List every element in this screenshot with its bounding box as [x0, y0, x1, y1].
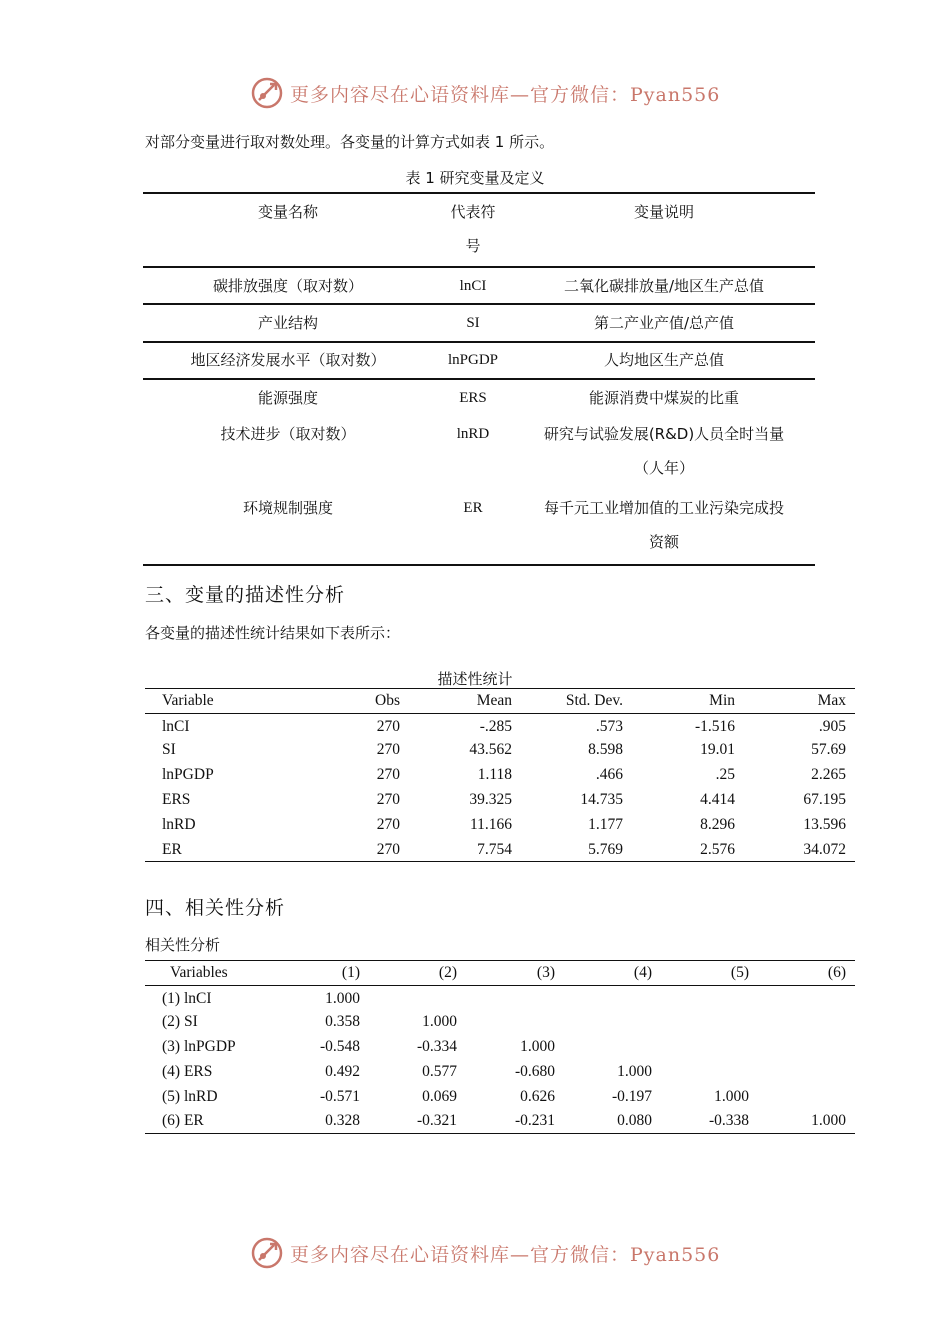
desc-cell: .905 — [818, 718, 846, 735]
corr-col-header: (2) — [438, 964, 457, 981]
desc-cell: 19.01 — [700, 741, 735, 758]
watermark-top — [250, 73, 750, 113]
corr-row-variable: (6) ER — [162, 1112, 204, 1129]
corr-cell: -0.680 — [514, 1063, 555, 1080]
desc-cell: 8.598 — [588, 741, 623, 758]
corr-cell: -0.197 — [611, 1088, 652, 1105]
watermark-text: 更多内容尽在心语资料库—官方微信：Pyan556 — [290, 83, 721, 106]
table1-row-desc-cont: （人年） — [633, 459, 694, 477]
corr-col-header: (6) — [827, 964, 846, 981]
table1-row-name: 技术进步（取对数） — [220, 425, 356, 443]
desc-cell: .466 — [595, 766, 623, 783]
table1-row-symbol: ERS — [459, 390, 487, 406]
desc-cell: 270 — [376, 791, 400, 808]
desc-cell: 34.072 — [803, 841, 846, 858]
table1-row-name: 产业结构 — [257, 314, 318, 332]
section3-paragraph: 各变量的描述性统计结果如下表所示： — [145, 624, 401, 642]
corr-row-variable: (4) ERS — [162, 1063, 213, 1080]
corr-cell: -0.334 — [416, 1038, 457, 1055]
corr-bottom-rule — [145, 1133, 855, 1134]
desc-cell: 67.195 — [803, 791, 846, 808]
corr-col-header: Variables — [170, 964, 228, 981]
desc-cell: 57.69 — [811, 741, 846, 758]
corr-row-variable: (1) lnCI — [162, 990, 212, 1007]
corr-col-header: (5) — [730, 964, 749, 981]
table1-row-desc: 第二产业产值/总产值 — [593, 314, 735, 332]
corr-cell: 0.358 — [325, 1013, 360, 1030]
table1-row-desc: 研究与试验发展(R&D)人员全时当量 — [543, 425, 785, 443]
table1-row-rule — [143, 378, 815, 380]
watermark-text: 更多内容尽在心语资料库—官方微信：Pyan556 — [290, 1243, 721, 1266]
desc-cell: .573 — [595, 718, 623, 735]
desc-cell: 2.265 — [811, 766, 846, 783]
table1-header-name: 变量名称 — [257, 203, 318, 221]
corr-col-header: (1) — [341, 964, 360, 981]
watermark-bottom — [250, 1233, 750, 1273]
corr-cell: -0.321 — [416, 1112, 457, 1129]
desc-row-variable: SI — [162, 741, 176, 758]
table1-row-symbol: SI — [466, 315, 480, 331]
desc-col-header: Variable — [162, 692, 214, 709]
desc-cell: 1.177 — [588, 816, 623, 833]
table1-header-desc: 变量说明 — [633, 203, 694, 221]
desc-stats-bottom-rule — [145, 861, 855, 862]
corr-col-header: (4) — [633, 964, 652, 981]
desc-col-header: Mean — [476, 692, 512, 709]
corr-cell: 0.328 — [325, 1112, 360, 1129]
desc-cell: 4.414 — [700, 791, 735, 808]
table1-row-symbol: lnPGDP — [447, 352, 499, 368]
desc-row-variable: lnPGDP — [162, 766, 214, 783]
corr-header-rule — [145, 985, 855, 986]
corr-cell: 1.000 — [811, 1112, 846, 1129]
corr-subtitle: 相关性分析 — [145, 936, 221, 954]
table1-row-name: 环境规制强度 — [242, 499, 333, 517]
corr-cell: 1.000 — [520, 1038, 555, 1055]
desc-cell: 1.118 — [477, 766, 512, 783]
corr-cell: 0.577 — [422, 1063, 457, 1080]
corr-cell: 1.000 — [325, 990, 360, 1007]
corr-cell: 0.080 — [617, 1112, 652, 1129]
desc-cell: 270 — [376, 816, 400, 833]
table1-row-symbol: ER — [463, 500, 483, 516]
desc-col-header: Max — [817, 692, 846, 709]
corr-row-variable: (2) SI — [162, 1013, 198, 1030]
corr-cell: 1.000 — [422, 1013, 457, 1030]
watermark-logo-icon — [250, 76, 284, 110]
table1-header-symbol: 代表符 — [450, 203, 496, 221]
desc-cell: 7.754 — [477, 841, 512, 858]
corr-cell: -0.571 — [319, 1088, 360, 1105]
corr-cell: 1.000 — [714, 1088, 749, 1105]
corr-cell: 0.069 — [422, 1088, 457, 1105]
desc-cell: 14.735 — [580, 791, 623, 808]
table1-header-rule — [143, 266, 815, 268]
table1-row-desc-cont: 资额 — [648, 533, 679, 551]
section4-heading: 四、相关性分析 — [145, 897, 286, 919]
table1-row-desc: 每千元工业增加值的工业污染完成投 — [543, 499, 784, 517]
section3-heading: 三、变量的描述性分析 — [145, 584, 346, 606]
intro-text: 对部分变量进行取对数处理。各变量的计算方式如表 1 所示。 — [145, 133, 555, 151]
corr-cell: -0.548 — [319, 1038, 360, 1055]
desc-cell: .25 — [715, 766, 735, 783]
desc-cell: -.285 — [479, 718, 512, 735]
desc-cell: 8.296 — [700, 816, 735, 833]
corr-cell: 1.000 — [617, 1063, 652, 1080]
table1-bottom-rule — [143, 564, 815, 566]
corr-cell: 0.492 — [325, 1063, 360, 1080]
table1-row-symbol: lnCI — [459, 278, 487, 294]
table1-caption: 表 1 研究变量及定义 — [405, 169, 545, 187]
corr-cell: -0.338 — [708, 1112, 749, 1129]
desc-col-header: Obs — [375, 692, 400, 709]
table1-row-name: 地区经济发展水平（取对数） — [190, 351, 386, 369]
corr-cell: -0.231 — [514, 1112, 555, 1129]
desc-col-header: Min — [709, 692, 735, 709]
table1-row-rule — [143, 303, 815, 305]
desc-col-header: Std. Dev. — [565, 692, 623, 709]
desc-row-variable: ERS — [162, 791, 191, 808]
desc-cell: 270 — [376, 741, 400, 758]
desc-row-variable: lnCI — [162, 718, 190, 735]
desc-row-variable: lnRD — [162, 816, 196, 833]
table1-row-name: 碳排放强度（取对数） — [212, 277, 363, 295]
desc-row-variable: ER — [162, 841, 182, 858]
desc-cell: 270 — [376, 841, 400, 858]
corr-row-variable: (5) lnRD — [162, 1088, 218, 1105]
table1-row-symbol: lnRD — [456, 426, 490, 442]
desc-cell: 270 — [376, 766, 400, 783]
corr-top-rule — [145, 960, 855, 961]
desc-cell: -1.516 — [694, 718, 735, 735]
desc-cell: 11.166 — [469, 816, 512, 833]
desc-cell: 2.576 — [700, 841, 735, 858]
watermark-logo-icon — [250, 1236, 284, 1270]
table1-top-rule — [143, 192, 815, 194]
desc-stats-top-rule — [145, 688, 855, 689]
corr-row-variable: (3) lnPGDP — [162, 1038, 236, 1055]
desc-cell: 43.562 — [469, 741, 512, 758]
desc-cell: 39.325 — [469, 791, 512, 808]
table1-row-desc: 二氧化碳排放量/地区生产总值 — [563, 277, 765, 295]
corr-col-header: (3) — [536, 964, 555, 981]
corr-cell: 0.626 — [520, 1088, 555, 1105]
table1-row-name: 能源强度 — [257, 389, 318, 407]
table1-row-desc: 人均地区生产总值 — [603, 351, 724, 369]
desc-cell: 13.596 — [803, 816, 846, 833]
desc-cell: 5.769 — [588, 841, 623, 858]
table1-row-desc: 能源消费中煤炭的比重 — [588, 389, 739, 407]
table1-header-symbol-2: 号 — [465, 237, 481, 255]
desc-stats-header-rule — [145, 713, 855, 714]
desc-cell: 270 — [376, 718, 400, 735]
desc-stats-title: 描述性统计 — [437, 670, 513, 688]
